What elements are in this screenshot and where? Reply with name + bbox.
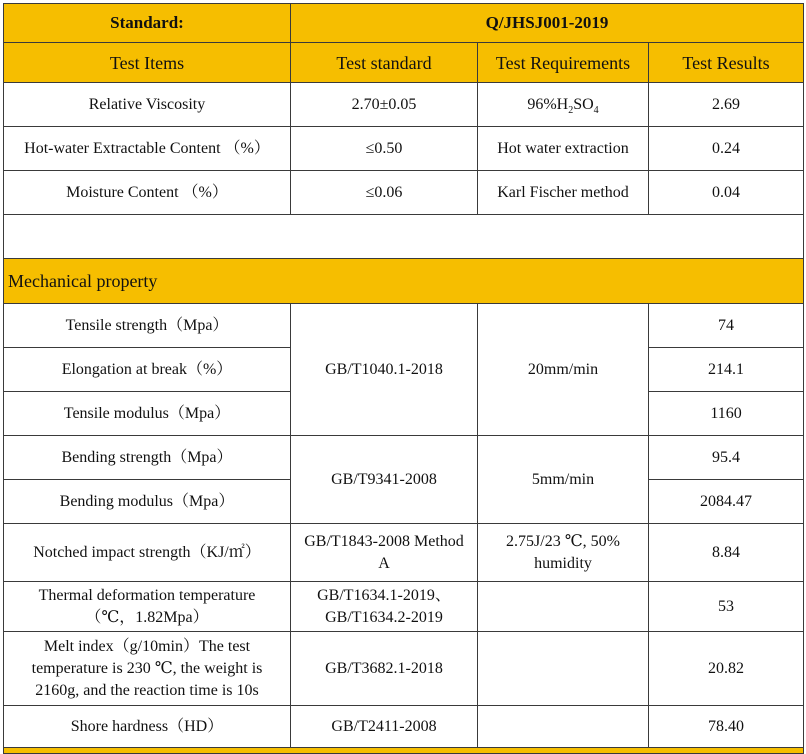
item-line: （℃，1.82Mpa） [85, 608, 209, 626]
result-cell: 0.24 [649, 127, 804, 171]
table-row [4, 436, 804, 480]
section-title: Mechanical property [4, 259, 804, 304]
standard-cell: ≤0.50 [291, 127, 478, 171]
item-cell: Elongation at break（%） [4, 348, 291, 392]
formula-mid: SO [573, 95, 594, 113]
section-row [4, 259, 804, 304]
result-cell: 1160 [649, 392, 804, 436]
result-cell: 95.4 [649, 436, 804, 480]
table-row [4, 632, 804, 706]
requirement-cell [478, 632, 649, 706]
requirement-cell [478, 706, 649, 748]
table-row [4, 582, 804, 632]
spacer-cell [4, 215, 804, 259]
header-test-results: Test Results [649, 43, 804, 83]
formula-sub: 2 [568, 104, 574, 116]
tensile-requirement-cell: 20mm/min [478, 304, 649, 436]
item-cell: Bending modulus（Mpa） [4, 480, 291, 524]
standard-line: A [378, 554, 390, 572]
result-cell: 2.69 [649, 83, 804, 127]
standard-cell [291, 524, 478, 582]
standard-line: GB/T1843-2008 Method [304, 532, 464, 550]
bending-standard-cell: GB/T9341-2008 [291, 436, 478, 524]
requirement-cell [478, 582, 649, 632]
result-cell: 78.40 [649, 706, 804, 748]
header-test-requirements: Test Requirements [478, 43, 649, 83]
table-row [4, 304, 804, 348]
requirement-cell: Karl Fischer method [478, 171, 649, 215]
item-cell: Hot-water Extractable Content （%） [4, 127, 291, 171]
result-cell: 53 [649, 582, 804, 632]
standard-cell: 2.70±0.05 [291, 83, 478, 127]
standard-line: GB/T1634.1-2019、 [317, 586, 451, 604]
table-row [4, 83, 804, 127]
item-line: 2160g, and the reaction time is 10s [35, 681, 259, 699]
standard-cell: GB/T3682.1-2018 [291, 632, 478, 706]
table-row [4, 127, 804, 171]
header-test-items: Test Items [4, 43, 291, 83]
item-cell: Tensile strength（Mpa） [4, 304, 291, 348]
table-row [4, 524, 804, 582]
item-line: Thermal deformation temperature [38, 586, 256, 604]
standard-cell: GB/T2411-2008 [291, 706, 478, 748]
standard-cell: ≤0.06 [291, 171, 478, 215]
spacer-row [4, 215, 804, 259]
result-cell: 74 [649, 304, 804, 348]
spec-table [3, 3, 804, 754]
bottom-strip-cell [4, 748, 804, 754]
tensile-standard-cell: GB/T1040.1-2018 [291, 304, 478, 436]
standard-row [4, 4, 804, 43]
item-cell [4, 582, 291, 632]
header-test-standard: Test standard [291, 43, 478, 83]
bottom-gold-strip [4, 748, 804, 754]
item-cell [4, 632, 291, 706]
table-row [4, 171, 804, 215]
item-line: temperature is 230 ℃, the weight is [31, 659, 263, 677]
result-cell: 0.04 [649, 171, 804, 215]
header-row [4, 43, 804, 83]
item-line: Melt index（g/10min）The test [43, 637, 251, 655]
requirement-line: humidity [534, 554, 592, 572]
requirement-line: 2.75J/23 ℃, 50% [506, 532, 620, 550]
item-cell: Tensile modulus（Mpa） [4, 392, 291, 436]
result-cell: 214.1 [649, 348, 804, 392]
table-row [4, 706, 804, 748]
standard-label: Standard: [4, 4, 291, 43]
standard-line: GB/T1634.2-2019 [325, 608, 443, 626]
standard-value: Q/JHSJ001-2019 [291, 4, 804, 43]
item-cell: Shore hardness（HD） [4, 706, 291, 748]
formula-sub: 4 [593, 104, 599, 116]
item-cell: Bending strength（Mpa） [4, 436, 291, 480]
bending-requirement-cell: 5mm/min [478, 436, 649, 524]
result-cell: 8.84 [649, 524, 804, 582]
result-cell: 20.82 [649, 632, 804, 706]
requirement-cell [478, 524, 649, 582]
item-cell: Relative Viscosity [4, 83, 291, 127]
standard-cell [291, 582, 478, 632]
item-cell: Moisture Content （%） [4, 171, 291, 215]
requirement-cell: Hot water extraction [478, 127, 649, 171]
result-cell: 2084.47 [649, 480, 804, 524]
requirement-cell [478, 83, 649, 127]
formula-main: 96%H [527, 95, 569, 113]
item-cell: Notched impact strength（KJ/㎡） [4, 524, 291, 582]
